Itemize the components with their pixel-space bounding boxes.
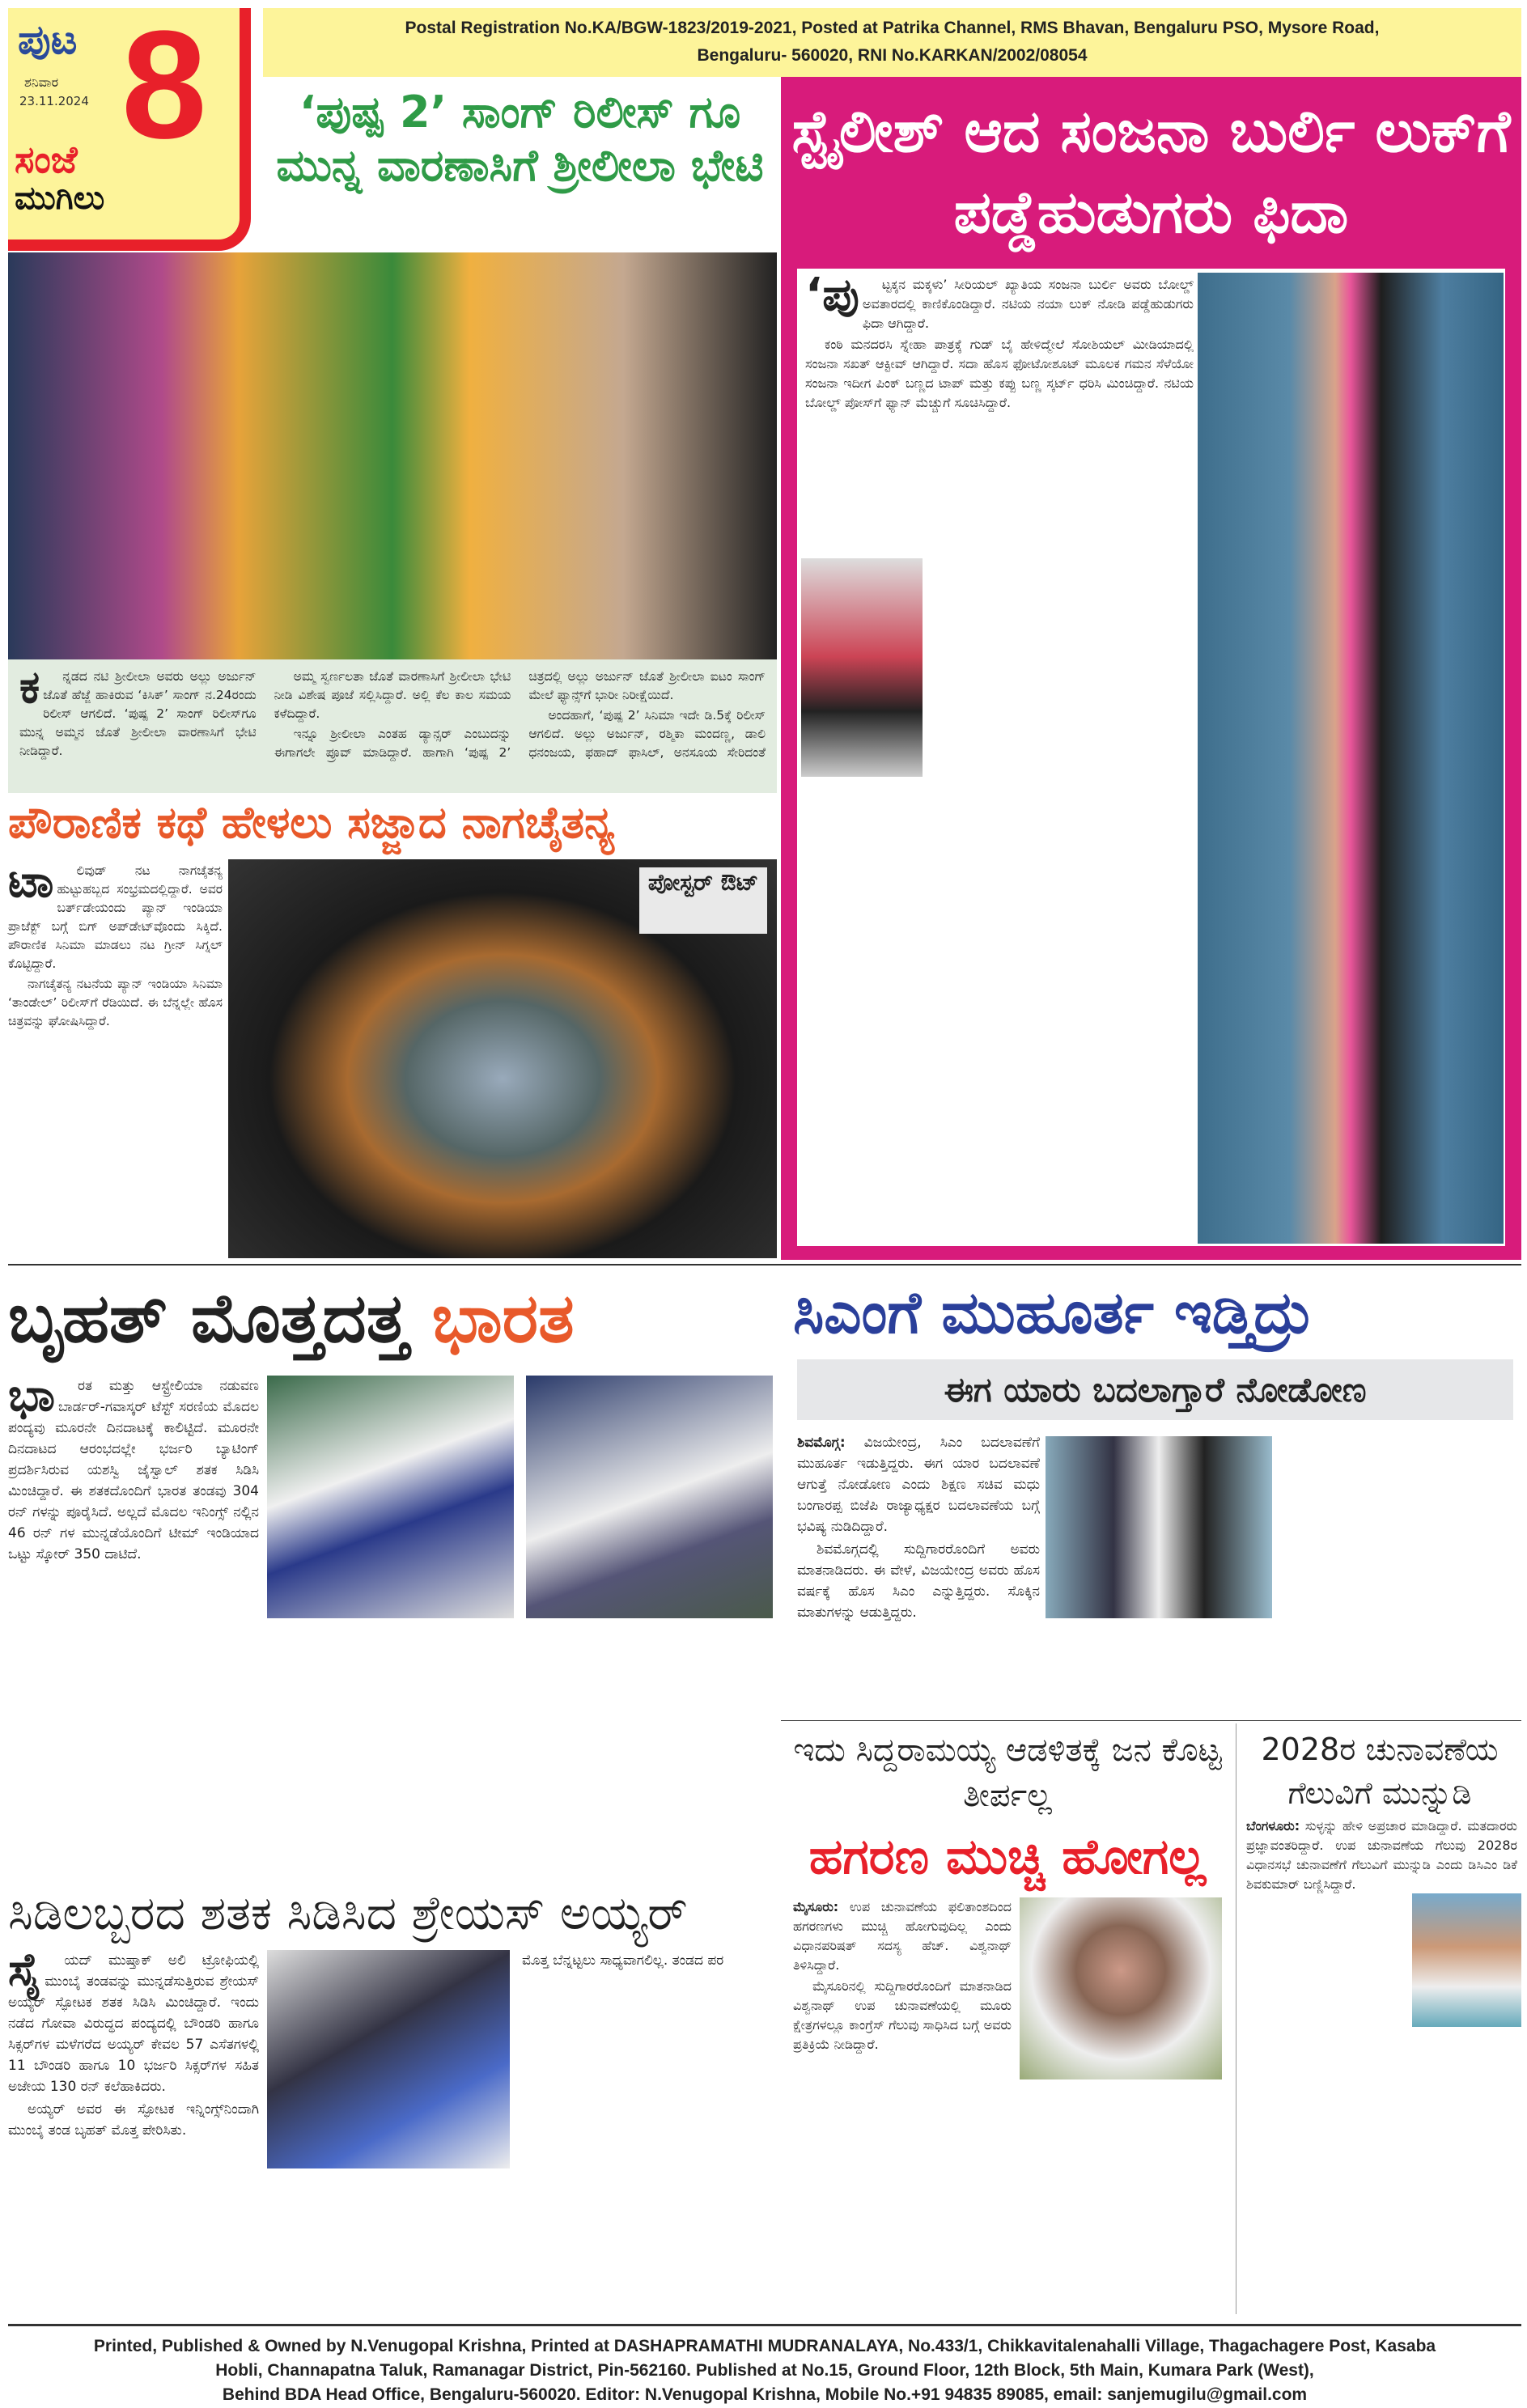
paragraph: ನ್ನಡದ ನಟಿ ಶ್ರೀಲೀಲಾ ಅವರು ಅಲ್ಲು ಅರ್ಜುನ್ ಜೊತೆ ಹೆಜ್ಜೆ ಹಾಕಿರುವ ‘ಕಿಸಿಕ್’ ಸಾಂಗ್ ನ.24ರಂದು ರಿಲೀಸ್ ಆಗಲಿದೆ. ‘ಪುಷ್ಪ 2’ ಸಾಂಗ್ ರಿಲೀಸ್‌ಗೂ ಮುನ್ನ ಅಮ್ಮನ ಜೊತೆ ಶ್ರೀಲೀಲಾ ವಾರಣಾಸಿಗೆ ಭೇಟಿ ನೀಡಿದ್ದಾರೆ. bbox=[19, 669, 257, 758]
dateline: ಬೆಂಗಳೂರು: bbox=[1246, 1818, 1300, 1834]
paragraph: ಲಿವುಡ್ ನಟ ನಾಗಚೈತನ್ಯ ಹುಟ್ಟುಹಬ್ಬದ ಸಂಭ್ರಮದಲ್ಲಿದ್ದಾರೆ. ಅವರ ಬರ್ತ್‌ಡೇಯಂದು ಪ್ಯಾನ್ ಇಂಡಿಯಾ ಪ್ರಾಜೆಕ್ಟ್ ಬಗ್ಗೆ ಬಿಗ್ ಅಪ್‌ಡೇಟ್‌ವೊಂದು ಸಿಕ್ಕಿದೆ. ಪೌರಾಣಿಕ ಸಿನಿಮಾ ಮಾಡಲು ನಟ ಗ್ರೀನ್ ಸಿಗ್ನಲ್ ಕೊಟ್ಟಿದ್ದಾರೆ. bbox=[8, 863, 223, 971]
headline-part: ಬೃಹತ್ ಮೊತ್ತದತ್ತ bbox=[8, 1278, 409, 1358]
paragraph: ಮೈಸೂರಿನಲ್ಲಿ ಸುದ್ದಿಗಾರರೊಂದಿಗೆ ಮಾತನಾಡಿದ ವಿಶ್ವನಾಥ್ ಉಪ ಚುನಾವಣೆಯಲ್ಲಿ ಮೂರು ಕ್ಷೇತ್ರಗಳಲ್ಲೂ ಕಾಂಗ್ರೆಸ್ ಗೆಲುವು ಸಾಧಿಸಿದ ಬಗ್ಗೆ ಅವರು ಪ್ರತಿಕ್ರಿಯೆ ನೀಡಿದ್ದಾರೆ. bbox=[793, 1978, 1012, 2052]
paragraph: ಅಂದಹಾಗೆ, ‘ಪುಷ್ಪ 2’ ಸಿನಿಮಾ ಇದೇ ಡಿ.5ಕ್ಕೆ ರಿಲೀಸ್ ಆಗಲಿದೆ. ಅಲ್ಲು ಅರ್ಜುನ್, ರಶ್ಮಿಕಾ ಮಂದಣ್ಣ, ಡಾಲಿ ಧನಂಜಯ, ಫಹಾದ್ ಫಾಸಿಲ್, ಅನಸೂಯ ಸೇರಿದಂತೆ bbox=[528, 708, 766, 760]
photo-sanjana-large bbox=[1198, 273, 1504, 1244]
headline-sreeleela: ‘ಪುಷ್ಪ 2’ ಸಾಂಗ್ ರಿಲೀಸ್ ಗೂ ಮುನ್ನ ವಾರಣಾಸಿಗೆ ಶ್ರೀಲೀಲಾ ಭೇಟಿ bbox=[276, 87, 764, 191]
article-body-siddaramaiah bbox=[793, 1897, 1012, 2310]
paragraph: ಉಪ ಚುನಾವಣೆಯ ಫಲಿತಾಂಶದಿಂದ ಹಗರಣಗಳು ಮುಚ್ಚಿ ಹೋಗುವುದಿಲ್ಲ ಎಂದು ವಿಧಾನಪರಿಷತ್ ಸದಸ್ಯ ಹೆಚ್. ವಿಶ್ವನಾಥ್ ತಿಳಿಸಿದ್ದಾರೆ. bbox=[793, 1899, 1012, 1973]
paragraph: ಇನ್ನೂ ಶ್ರೀಲೀಲಾ ಎಂತಹ ಡ್ಯಾನ್ಸರ್ ಎಂಬುದನ್ನು ಈಗಾಗಲೇ ಪ್ರೂವ್ ಮಾಡಿದ್ದಾರೆ. ಹಾಗಾಗಿ ‘ಪುಷ್ಪ 2’ ಚಿತ್ರದಲ್ಲಿ ಅಲ್ಲು ಅರ್ಜುನ್ ಜೊತೆ ಶ್ರೀಲೀಲಾ ಐಟಂ ಸಾಂಗ್ ಮೇಲೆ ಫ್ಯಾನ್ಸ್‌ಗೆ ಭಾರೀ ನಿರೀಕ್ಷೆಯಿದೆ. bbox=[274, 669, 766, 760]
imprint-footer bbox=[32, 2334, 1497, 2407]
headline-sanjana: ಸ್ಟೈಲೀಶ್ ಆದ ಸಂಜನಾ ಬುರ್ಲಿ ಲುಕ್‌ಗೆ ಪಡ್ಡೆಹುಡುಗರು ಫಿದಾ bbox=[791, 97, 1511, 246]
dropcap: ಸೈ bbox=[8, 1944, 42, 1996]
article-body-cricket bbox=[8, 1369, 259, 1877]
dropcap: ಭಾ bbox=[8, 1369, 56, 1422]
photo-jaiswal bbox=[267, 1376, 514, 1618]
photo-politicians bbox=[1046, 1436, 1272, 1618]
photo-sanjana-small bbox=[801, 558, 923, 777]
footer-line-1: Printed, Published & Owned by N.Venugopal Krishna, Printed at DASHAPRAMATHI MUDRANALAYA, No.433/1, Chikkavitalenahalli Village, Thagachagere Post, Kasaba bbox=[93, 2337, 1436, 2355]
article-body-nagachaitanya bbox=[8, 855, 223, 1258]
article-body-shreyas-cont bbox=[522, 1950, 773, 2314]
postal-line-2: Bengaluru- 560020, RNI No.KARKAN/2002/08054 bbox=[697, 46, 1088, 65]
weekday: ಶನಿವಾರ bbox=[24, 74, 59, 90]
page-number: 8 bbox=[121, 0, 207, 171]
photo-cricket-match bbox=[526, 1376, 773, 1618]
article-body-2028 bbox=[1246, 1817, 1517, 2310]
headline-highlight: ಭಾರತ bbox=[431, 1278, 575, 1358]
paragraph: ಯದ್ ಮುಷ್ತಾಕ್ ಅಲಿ ಟ್ರೋಫಿಯಲ್ಲಿ ಮುಂಬೈ ತಂಡವನ್ನು ಮುನ್ನಡೆಸುತ್ತಿರುವ ಶ್ರೇಯಸ್ ಅಯ್ಯರ್ ಸ್ಫೋಟಕ ಶತಕ ಸಿಡಿಸಿ ಮಿಂಚಿದ್ದಾರೆ. ಇಂದು ನಡೆದ ಗೋವಾ ವಿರುದ್ಧದ ಪಂದ್ಯದಲ್ಲಿ ಬೌಂಡರಿ ಹಾಗೂ ಸಿಕ್ಸರ್‌ಗಳ ಮಳೆಗರೆದ ಅಯ್ಯರ್ ಕೇವಲ 57 ಎಸೆತಗಳಲ್ಲಿ 11 ಬೌಂಡರಿ ಹಾಗೂ 10 ಭರ್ಜರಿ ಸಿಕ್ಸರ್‌ಗಳ ಸಹಿತ ಅಜೇಯ 130 ರನ್ ಕಲೆಹಾಕಿದರು. bbox=[8, 1952, 259, 2095]
headline-cricket bbox=[8, 1278, 777, 1367]
dropcap: ಟಾ bbox=[8, 855, 54, 908]
postal-registration bbox=[263, 8, 1521, 77]
paragraph: ಶಿವಮೊಗ್ಗದಲ್ಲಿ ಸುದ್ದಿಗಾರರೊಂದಿಗೆ ಅವರು ಮಾತನಾಡಿದರು. ಈ ವೇಳೆ, ವಿಜಯೇಂದ್ರ ಅವರು ಹೊಸ ವರ್ಷಕ್ಕೆ ಹೊಸ ಸಿಎಂ ಎನ್ನುತ್ತಿದ್ದರು. ಸೊಕ್ಕಿನ ಮಾತುಗಳನ್ನು ಆಡುತ್ತಿದ್ದರು. bbox=[797, 1541, 1040, 1621]
dateline: ಶಿವಮೊಗ್ಗ: bbox=[797, 1435, 846, 1451]
footer-divider bbox=[8, 2324, 1521, 2326]
photo-sreeleela-with-mother bbox=[8, 252, 777, 659]
paragraph: ಕಂಠಿ ಮನದರಸಿ ಸ್ನೇಹಾ ಪಾತ್ರಕ್ಕೆ ಗುಡ್ ಬೈ ಹೇಳಿದ್ಮೇಲೆ ಸೋಶಿಯಲ್ ಮೀಡಿಯಾದಲ್ಲಿ ಸಂಜನಾ ಸಖತ್ ಆಕ್ಟೀವ್ ಆಗಿದ್ದಾರೆ. ಸದಾ ಹೊಸ ಫೋಟೋಶೂಟ್ ಮೂಲಕ ಗಮನ ಸೆಳೆಯೋ ಸಂಜನಾ ಇದೀಗ ಪಿಂಕ್ ಬಣ್ಣದ ಟಾಪ್ ಮತ್ತು ಕಪ್ಪು ಬಣ್ಣ ಸ್ಕರ್ಟ್ ಧರಿಸಿ ಮಿಂಚಿದ್ದಾರೆ. ನಟಿಯ ಬೋಲ್ಡ್ ಪೋಸ್‌ಗೆ ಫ್ಯಾನ್ ಮೆಚ್ಚುಗೆ ಸೂಚಿಸಿದ್ದಾರೆ. bbox=[805, 337, 1194, 410]
paper-name-logo: ಸಂಜೆ bbox=[15, 138, 78, 181]
dropcap: ‘ಪು bbox=[805, 269, 859, 321]
paragraph: ಅಯ್ಯರ್ ಅವರ ಈ ಸ್ಫೋಟಕ ಇನ್ನಿಂಗ್ಸ್‌ನಿಂದಾಗಿ ಮುಂಬೈ ತಂಡ ಬೃಹತ್ ಮೊತ್ತ ಪೇರಿಸಿತು. bbox=[8, 2101, 259, 2139]
subheadline-cm: ಈಗ ಯಾರು ಬದಲಾಗ್ತಾರೆ ನೋಡೋಣ bbox=[797, 1359, 1513, 1420]
postal-line-1: Postal Registration No.KA/BGW-1823/2019-2021, Posted at Patrika Channel, RMS Bhavan, Bengaluru PSO, Mysore Road, bbox=[405, 19, 1380, 37]
paragraph: ಟ್ಟಕ್ಕನ ಮಕ್ಕಳು’ ಸೀರಿಯಲ್ ಖ್ಯಾತಿಯ ಸಂಜನಾ ಬುರ್ಲಿ ಅವರು ಬೋಲ್ಡ್ ಅವತಾರದಲ್ಲಿ ಕಾಣಿಕೊಂಡಿದ್ದಾರೆ. ನಟಿಯ ನಯಾ ಲುಕ್ ನೋಡಿ ಪಡ್ಡೆಹುಡುಗರು ಫಿದಾ ಆಗಿದ್ದಾರೆ. bbox=[862, 277, 1194, 331]
article-body-cm bbox=[797, 1432, 1040, 1715]
issue-date: 23.11.2024 bbox=[19, 94, 89, 108]
photo-dk-shivakumar bbox=[1412, 1893, 1521, 2027]
paragraph: ಅಮ್ಮ ಸ್ವರ್ಣಲತಾ ಜೊತೆ ವಾರಣಾಸಿಗೆ ಶ್ರೀಲೀಲಾ ಭೇಟಿ ನೀಡಿ ವಿಶೇಷ ಪೂಜೆ ಸಲ್ಲಿಸಿದ್ದಾರೆ. ಅಲ್ಲಿ ಕೆಲ ಕಾಲ ಸಮಯ ಕಳೆದಿದ್ದಾರೆ. bbox=[274, 669, 511, 721]
headline-siddaramaiah: ಇದು ಸಿದ್ದರಾಮಯ್ಯ ಆಡಳಿತಕ್ಕೆ ಜನ ಕೊಟ್ಟ ತೀರ್ಪಲ್ಲ bbox=[793, 1732, 1222, 1814]
article-body-shreyas bbox=[8, 1944, 259, 2314]
paragraph: ನಾಗಚೈತನ್ಯ ನಟನೆಯ ಪ್ಯಾನ್ ಇಂಡಿಯಾ ಸಿನಿಮಾ ‘ತಾಂಡೇಲ್’ ರಿಲೀಸ್‌ಗೆ ರೆಡಿಯಿದೆ. ಈ ಬೆನ್ನಲ್ಲೇ ಹೊಸ ಚಿತ್ರವನ್ನು ಘೋಷಿಸಿದ್ದಾರೆ. bbox=[8, 977, 223, 1028]
paragraph: ವಿಜಯೇಂದ್ರ, ಸಿಎಂ ಬದಲಾವಣೆಗೆ ಮುಹೂರ್ತ ಇಡುತ್ತಿದ್ದರು. ಈಗ ಯಾರ ಬದಲಾವಣೆ ಆಗುತ್ತೆ ನೋಡೋಣ ಎಂದು ಶಿಕ್ಷಣ ಸಚಿವ ಮಧು ಬಂಗಾರಪ್ಪ ಬಿಜೆಪಿ ರಾಜ್ಯಾಧ್ಯಕ್ಷರ ಬದಲಾವಣೆಯ ಬಗ್ಗೆ ಭವಿಷ್ಯ ನುಡಿದಿದ್ದಾರೆ. bbox=[797, 1435, 1040, 1535]
paragraph: ಮೊತ್ತ ಬೆನ್ನಟ್ಟಲು ಸಾಧ್ಯವಾಗಲಿಲ್ಲ. ತಂಡದ ಪರ bbox=[522, 1952, 724, 1969]
section-divider bbox=[781, 1720, 1521, 1721]
headline-scam: ಹಗರಣ ಮುಚ್ಚಿ ಹೋಗಲ್ಲ bbox=[808, 1829, 1207, 1885]
paragraph: ರತ ಮತ್ತು ಆಸ್ಟ್ರೇಲಿಯಾ ನಡುವಣ ಬಾರ್ಡರ್-ಗವಾಸ್ಕರ್ ಟೆಸ್ಟ್ ಸರಣಿಯ ಮೊದಲ ಪಂದ್ಯವು ಮೂರನೇ ದಿನದಾಟಕ್ಕೆ ಕಾಲಿಟ್ಟಿದೆ. ಮೂರನೇ ದಿನದಾಟದ ಆರಂಭದಲ್ಲೇ ಭರ್ಜರಿ ಬ್ಯಾಟಿಂಗ್ ಪ್ರದರ್ಶಿಸಿರುವ ಯಶಸ್ವಿ ಜೈಸ್ವಾಲ್ ಶತಕ ಸಿಡಿಸಿ ಮಿಂಚಿದ್ದಾರೆ. ಈ ಶತಕದೊಂದಿಗೆ ಭಾರತ ತಂಡವು 304 ರನ್ ಗಳನ್ನು ಪೂರೈಸಿದೆ. ಅಲ್ಲದೆ ಮೊದಲ ಇನಿಂಗ್ಸ್ ನಲ್ಲಿನ 46 ರನ್ ಗಳ ಮುನ್ನಡೆಯೊಂದಿಗೆ ಟೀಮ್ ಇಂಡಿಯಾದ ಒಟ್ಟು ಸ್ಕೋರ್ 350 ದಾಟಿದೆ. bbox=[8, 1378, 259, 1562]
headline-cm: ಸಿಎಂಗೆ ಮುಹೂರ್ತ ಇಡ್ತಿದ್ರು bbox=[793, 1278, 1313, 1346]
page-label: ಪುಟ bbox=[18, 16, 78, 63]
headline-2028: 2028ರ ಚುನಾವಣೆಯ ಗೆಲುವಿಗೆ ಮುನ್ನುಡಿ bbox=[1261, 1732, 1499, 1811]
headline-shreyas: ಸಿಡಿಲಬ್ಬರದ ಶತಕ ಸಿಡಿಸಿದ ಶ್ರೇಯಸ್ ಅಯ್ಯರ್ bbox=[8, 1885, 688, 1940]
photo-shreyas-iyer bbox=[267, 1950, 510, 2168]
article-body-sreeleela bbox=[8, 659, 777, 793]
paragraph: ಸುಳ್ಳನ್ನು ಹೇಳಿ ಅಪ್ರಚಾರ ಮಾಡಿದ್ದಾರೆ. ಮತದಾರರು ಪ್ರಜ್ಞಾವಂತರಿದ್ದಾರೆ. ಉಪ ಚುನಾವಣೆಯ ಗೆಲುವು 2028ರ ವಿಧಾನಸಭೆ ಚುನಾವಣೆಗೆ ಗೆಲುವಿಗೆ ಮುನ್ನುಡಿ ಎಂದು ಡಿಸಿಎಂ ಡಿಕೆ ಶಿವಕುಮಾರ್ ಬಣ್ಣಿಸಿದ್ದಾರೆ. bbox=[1246, 1818, 1518, 1892]
photo-vishwanath bbox=[1020, 1897, 1222, 2079]
dateline: ಮೈಸೂರು: bbox=[793, 1899, 839, 1914]
paper-name-logo-2: ಮುಗಿಲು bbox=[15, 180, 105, 217]
section-divider bbox=[8, 1264, 1521, 1265]
headline-nagachaitanya: ಪೌರಾಣಿಕ ಕಥೆ ಹೇಳಲು ಸಜ್ಜಾದ ನಾಗಚೈತನ್ಯ bbox=[8, 797, 615, 848]
dropcap: ಕ bbox=[19, 661, 40, 714]
footer-line-2: Hobli, Channapatna Taluk, Ramanagar District, Pin-562160. Published at No.15, Ground Floor, 12th Block, 5th Main, Kumara Park (West), bbox=[215, 2361, 1314, 2380]
footer-line-3: Behind BDA Head Office, Bengaluru-560020. Editor: N.Venugopal Krishna, Mobile No.+91 94835 89085, email: sanjemugilu@gmail.com bbox=[222, 2385, 1308, 2404]
poster-out-label: ಪೋಸ್ಟರ್ ಔಟ್ bbox=[639, 867, 767, 934]
